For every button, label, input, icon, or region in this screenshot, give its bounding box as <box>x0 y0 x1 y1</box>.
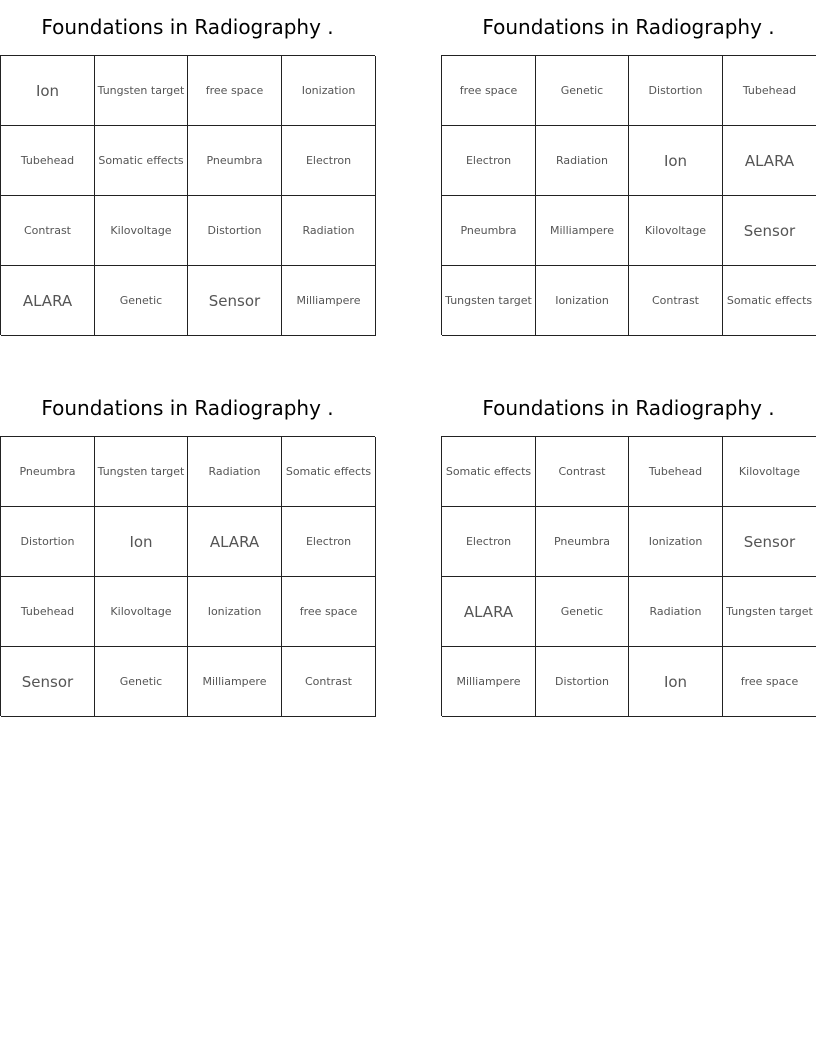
grid-cell: Tungsten target <box>723 577 816 647</box>
grid-cell: ALARA <box>188 507 282 577</box>
grid-cell: Electron <box>442 507 536 577</box>
grid-cell: Pneumbra <box>536 507 629 577</box>
grid-cell: Somatic effects <box>442 437 536 507</box>
grid-cell: ALARA <box>442 577 536 647</box>
grid-cell: Milliampere <box>282 266 376 336</box>
grid-cell: Radiation <box>629 577 723 647</box>
grid-cell: Contrast <box>282 647 376 717</box>
grid-cell: Pneumbra <box>188 126 282 196</box>
grid-cell: Kilovoltage <box>629 196 723 266</box>
grid-cell: Somatic effects <box>723 266 816 336</box>
grid-cell: Tubehead <box>723 56 816 126</box>
grid-cell: Radiation <box>282 196 376 266</box>
grid-cell: free space <box>723 647 816 717</box>
grid-cell: Tubehead <box>1 577 95 647</box>
grid-cell: Kilovoltage <box>95 196 188 266</box>
grid-cell: Ionization <box>629 507 723 577</box>
card-title: Foundations in Radiography . <box>482 15 775 39</box>
grid-cell: free space <box>282 577 376 647</box>
grid-cell: Sensor <box>188 266 282 336</box>
grid-cell: Electron <box>282 126 376 196</box>
grid-cell: Pneumbra <box>442 196 536 266</box>
grid-cell: Kilovoltage <box>723 437 816 507</box>
grid-cell: Contrast <box>1 196 95 266</box>
grid-cell: Ion <box>629 126 723 196</box>
grid-cell: Ion <box>629 647 723 717</box>
grid-cell: Distortion <box>1 507 95 577</box>
bingo-grid <box>441 436 816 716</box>
grid-cell: Kilovoltage <box>95 577 188 647</box>
grid-cell: Sensor <box>1 647 95 717</box>
bingo-grid <box>0 55 375 335</box>
grid-cell: Electron <box>442 126 536 196</box>
grid-cell: Tubehead <box>629 437 723 507</box>
grid-cell: Milliampere <box>536 196 629 266</box>
grid-cell: free space <box>442 56 536 126</box>
grid-cell: Genetic <box>95 647 188 717</box>
grid-cell: Milliampere <box>188 647 282 717</box>
grid-cell: Ion <box>95 507 188 577</box>
grid-cell: Milliampere <box>442 647 536 717</box>
grid-cell: Genetic <box>536 577 629 647</box>
grid-cell: Ion <box>1 56 95 126</box>
grid-cell: Tungsten target <box>442 266 536 336</box>
grid-cell: ALARA <box>723 126 816 196</box>
grid-cell: Distortion <box>629 56 723 126</box>
grid-cell: Tubehead <box>1 126 95 196</box>
grid-cell: Contrast <box>536 437 629 507</box>
card-title: Foundations in Radiography . <box>482 396 775 420</box>
grid-cell: ALARA <box>1 266 95 336</box>
grid-cell: Somatic effects <box>282 437 376 507</box>
card-title: Foundations in Radiography . <box>41 15 334 39</box>
grid-cell: Ionization <box>188 577 282 647</box>
grid-cell: Genetic <box>536 56 629 126</box>
bingo-grid <box>441 55 816 335</box>
grid-cell: Pneumbra <box>1 437 95 507</box>
grid-cell: Genetic <box>95 266 188 336</box>
grid-cell: free space <box>188 56 282 126</box>
grid-cell: Radiation <box>536 126 629 196</box>
card-title: Foundations in Radiography . <box>41 396 334 420</box>
grid-cell: Electron <box>282 507 376 577</box>
grid-cell: Ionization <box>536 266 629 336</box>
grid-cell: Distortion <box>188 196 282 266</box>
grid-cell: Distortion <box>536 647 629 717</box>
grid-cell: Radiation <box>188 437 282 507</box>
grid-cell: Tungsten target <box>95 437 188 507</box>
grid-cell: Tungsten target <box>95 56 188 126</box>
grid-cell: Contrast <box>629 266 723 336</box>
grid-cell: Sensor <box>723 196 816 266</box>
bingo-grid <box>0 436 375 716</box>
grid-cell: Somatic effects <box>95 126 188 196</box>
grid-cell: Sensor <box>723 507 816 577</box>
grid-cell: Ionization <box>282 56 376 126</box>
